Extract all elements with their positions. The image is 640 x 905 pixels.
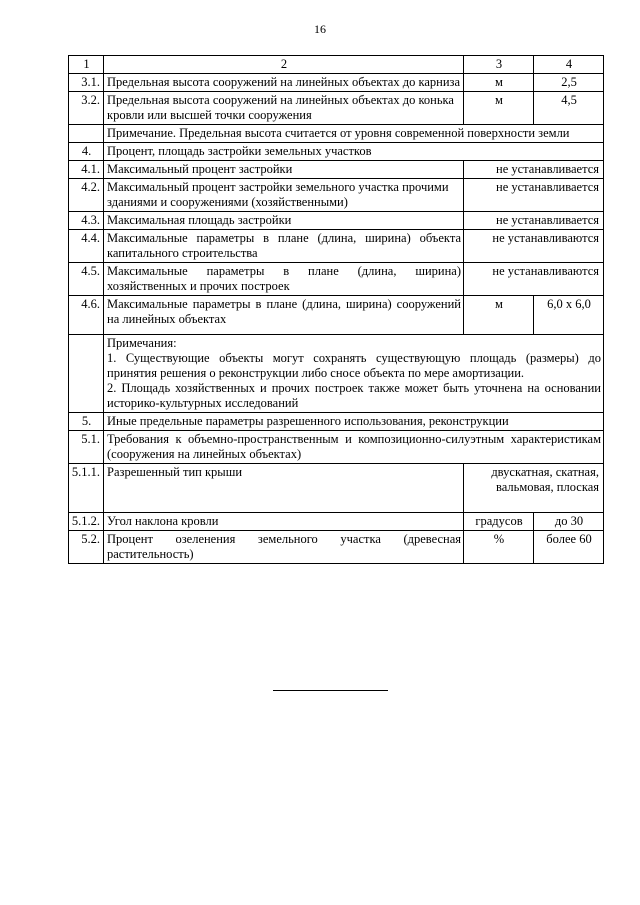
row-text: Максимальная площадь застройки <box>104 212 464 230</box>
row-unit: м <box>464 296 534 335</box>
closing-divider <box>273 690 388 691</box>
row-value: не устанавливается <box>464 179 604 212</box>
page-number: 16 <box>314 22 326 36</box>
row-number: 5. <box>69 413 104 431</box>
row-number: 5.1.1. <box>69 464 104 513</box>
row-text: Максимальные параметры в плане (длина, ширина) сооружений на линейных объектах <box>104 296 464 335</box>
row-number: 5.2. <box>69 531 104 564</box>
row-value: двускатная, скатная, вальмовая, плоская <box>464 464 604 513</box>
row-number: 4.2. <box>69 179 104 212</box>
row-unit: м <box>464 92 534 125</box>
section-title: Иные предельные параметры разрешенного использования, реконструкции <box>104 413 604 431</box>
notes-item: 2. Площадь хозяйственных и прочих построек также может быть уточнена на основании историко-культурных исследований <box>107 381 601 410</box>
row-text: Максимальный процент застройки <box>104 161 464 179</box>
row-text: Угол наклона кровли <box>104 513 464 531</box>
row-number: 5.1. <box>69 431 104 464</box>
table-header-row <box>69 56 604 74</box>
note-text: Примечание. Предельная высота считается от уровня современной поверхности земли <box>104 125 604 143</box>
row-number: 3.1. <box>69 74 104 92</box>
row-value: не устанавливаются <box>464 263 604 296</box>
header-cell: 2 <box>104 56 464 74</box>
notes-row <box>69 335 604 413</box>
row-number: 4. <box>69 143 104 161</box>
notes-block <box>104 335 604 413</box>
section-row <box>69 413 604 431</box>
table-row <box>69 92 604 125</box>
row-number: 3.2. <box>69 92 104 125</box>
row-number: 5.1.2. <box>69 513 104 531</box>
row-number: 4.1. <box>69 161 104 179</box>
parameters-table <box>68 55 604 564</box>
table-row <box>69 161 604 179</box>
table-row <box>69 513 604 531</box>
section-row <box>69 431 604 464</box>
row-value: 4,5 <box>534 92 604 125</box>
row-text: Максимальные параметры в плане (длина, ширина) объекта капитального строительства <box>104 230 464 263</box>
table-row <box>69 296 604 335</box>
row-text: Максимальные параметры в плане (длина, ширина) хозяйственных и прочих построек <box>104 263 464 296</box>
row-text: Предельная высота сооружений на линейных объектах до конька кровли или высшей точки сооружения <box>104 92 464 125</box>
row-number: 4.6. <box>69 296 104 335</box>
row-value: не устанавливаются <box>464 230 604 263</box>
row-unit: % <box>464 531 534 564</box>
row-value: до 30 <box>534 513 604 531</box>
header-cell: 1 <box>69 56 104 74</box>
table-row <box>69 179 604 212</box>
row-number: 4.5. <box>69 263 104 296</box>
row-value: более 60 <box>534 531 604 564</box>
row-text: Разрешенный тип крыши <box>104 464 464 513</box>
row-value: 2,5 <box>534 74 604 92</box>
notes-item: 1. Существующие объекты могут сохранять существующую площадь (размеры) до принятия решения о реконструкции либо сносе объекта по мере амортизации. <box>107 351 601 380</box>
row-text: Процент озеленения земельного участка (древесная растительность) <box>104 531 464 564</box>
header-cell: 4 <box>534 56 604 74</box>
empty-cell <box>69 335 104 413</box>
row-number: 4.3. <box>69 212 104 230</box>
row-value: не устанавливается <box>464 161 604 179</box>
section-title: Процент, площадь застройки земельных участков <box>104 143 604 161</box>
table-row <box>69 212 604 230</box>
row-value: не устанавливается <box>464 212 604 230</box>
table-row <box>69 531 604 564</box>
note-row <box>69 125 604 143</box>
row-text: Максимальный процент застройки земельного участка прочими зданиями и сооружениями (хозяйственными) <box>104 179 464 212</box>
row-value: 6,0 х 6,0 <box>534 296 604 335</box>
empty-cell <box>69 125 104 143</box>
table-row <box>69 263 604 296</box>
row-text: Предельная высота сооружений на линейных объектах до карниза <box>104 74 464 92</box>
row-number: 4.4. <box>69 230 104 263</box>
notes-title: Примечания: <box>107 336 177 350</box>
table-row <box>69 464 604 513</box>
table-row <box>69 74 604 92</box>
table-row <box>69 230 604 263</box>
row-unit: градусов <box>464 513 534 531</box>
header-cell: 3 <box>464 56 534 74</box>
section-row <box>69 143 604 161</box>
row-unit: м <box>464 74 534 92</box>
section-title: Требования к объемно-пространственным и композиционно-силуэтным характеристикам (сооружения на линейных объектах) <box>104 431 604 464</box>
